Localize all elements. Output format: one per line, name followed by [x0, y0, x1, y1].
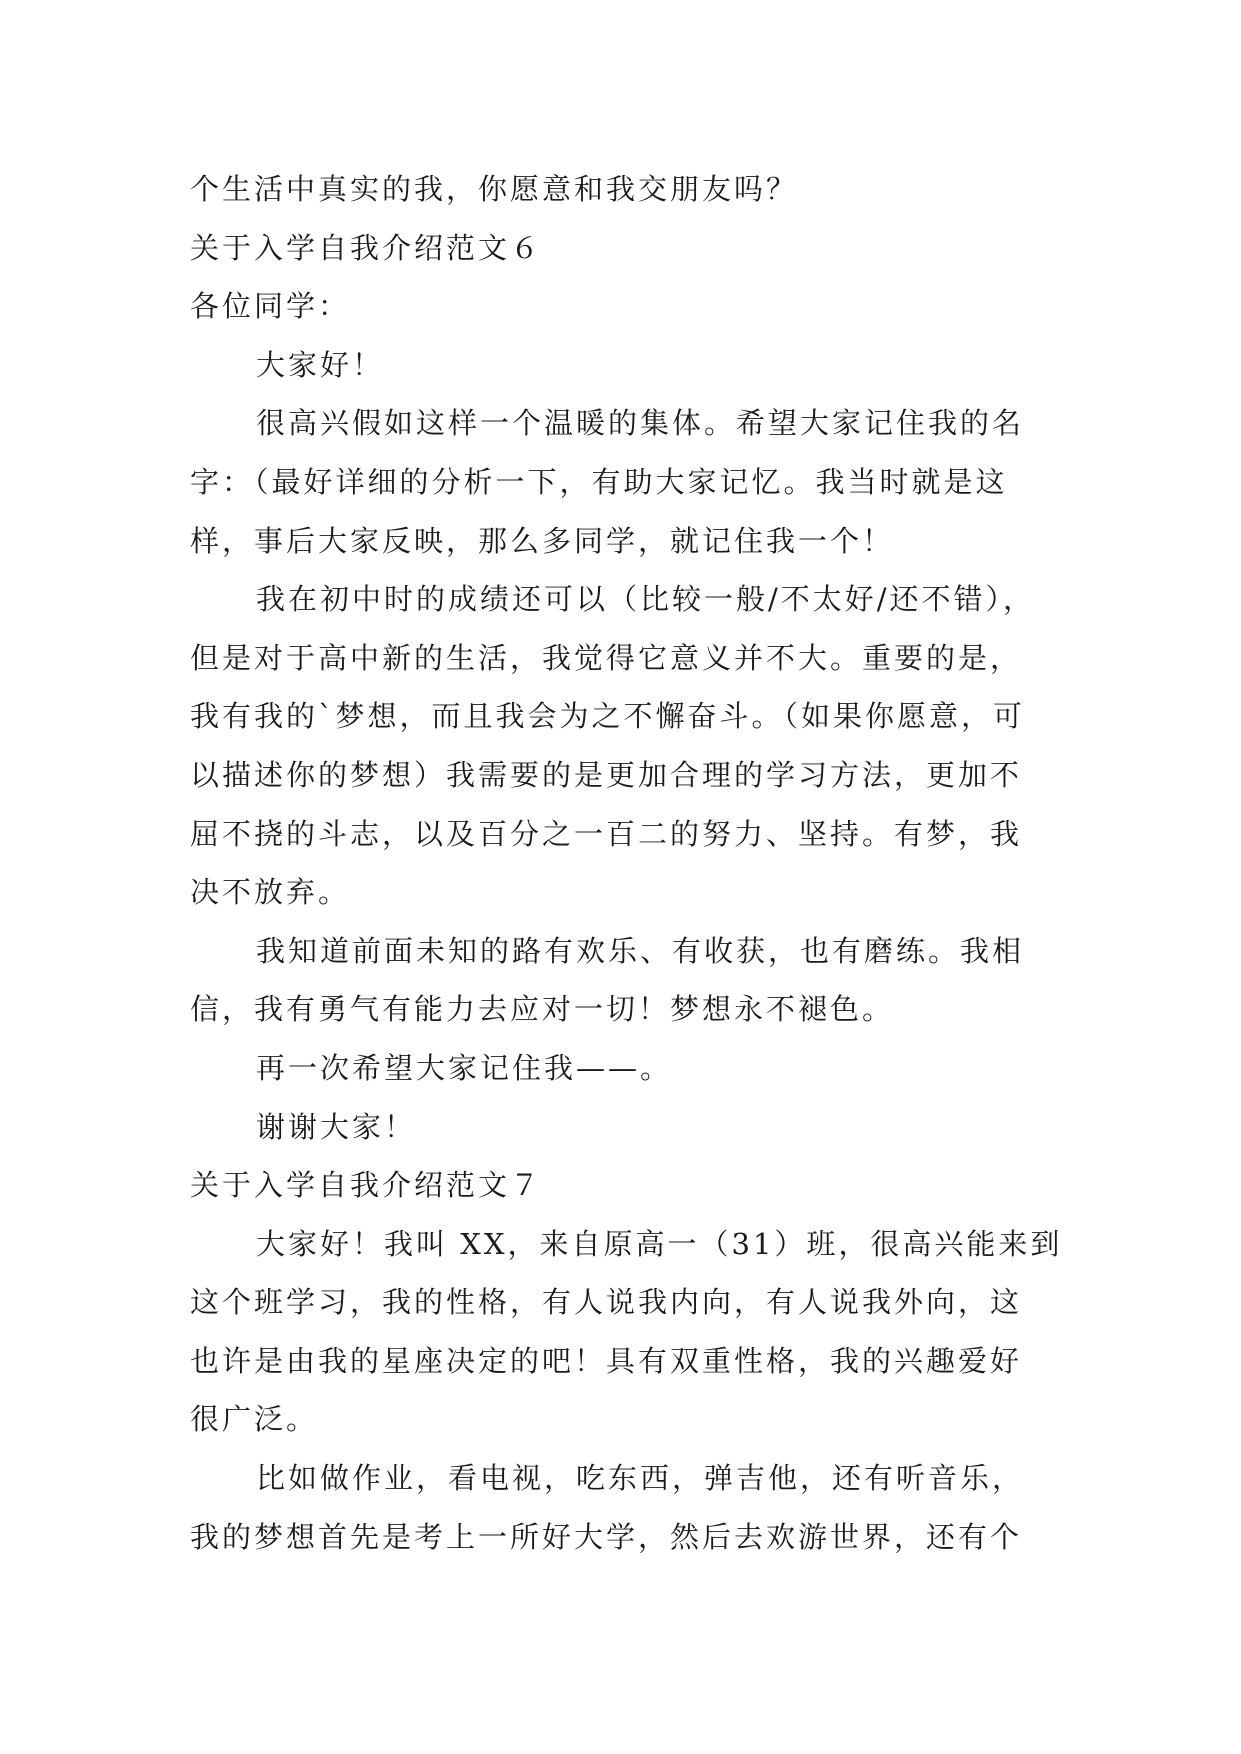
text-line: 也许是由我的星座决定的吧！具有双重性格，我的兴趣爱好 [190, 1343, 1023, 1378]
text-line: 决不放弃。 [190, 875, 351, 910]
text-line: 这个班学习，我的性格，有人说我内向，有人说我外向，这 [190, 1285, 1023, 1320]
text-line: 很高兴假如这样一个温暖的集体。希望大家记住我的名 [256, 406, 1025, 441]
text-line: 我有我的`梦想，而且我会为之不懈奋斗。（如果你愿意，可 [190, 699, 1026, 734]
salutation: 各位同学： [190, 289, 351, 324]
section-heading-7: 关于入学自我介绍范文７ [190, 1168, 543, 1203]
text-line: 大家好！我叫 XX，来自原高一（31）班，很高兴能来到 [256, 1226, 1063, 1261]
text-line: 信，我有勇气有能力去应对一切！梦想永不褪色。 [190, 992, 895, 1027]
text-line: 字：（最好详细的分析一下，有助大家记忆。我当时就是这 [190, 464, 1008, 499]
section-heading-6: 关于入学自我介绍范文６ [190, 230, 543, 265]
greeting: 大家好！ [256, 347, 385, 382]
text-line: 比如做作业，看电视，吃东西，弹吉他，还有听音乐， [256, 1461, 1025, 1496]
text-line: 我在初中时的成绩还可以（比较一般/不太好/还不错）， [256, 582, 1036, 617]
text-line: 个生活中真实的我，你愿意和我交朋友吗？ [190, 172, 799, 206]
document-body [190, 160, 1070, 1566]
text-line: 样，事后大家反映，那么多同学，就记住我一个！ [190, 523, 895, 558]
closing-thanks: 谢谢大家！ [256, 1109, 417, 1144]
text-line: 屈不挠的斗志，以及百分之一百二的努力、坚持。有梦，我 [190, 816, 1023, 851]
text-line: 以描述你的梦想）我需要的是更加合理的学习方法，更加不 [190, 757, 1023, 792]
text-line: 但是对于高中新的生活，我觉得它意义并不大。重要的是， [190, 640, 1023, 675]
text-line: 我知道前面未知的路有欢乐、有收获，也有磨练。我相 [256, 933, 1025, 968]
text-line: 再一次希望大家记住我——。 [256, 1050, 673, 1085]
text-line: 我的梦想首先是考上一所好大学，然后去欢游世界，还有个 [190, 1519, 1023, 1554]
text-line: 很广泛。 [190, 1402, 319, 1437]
